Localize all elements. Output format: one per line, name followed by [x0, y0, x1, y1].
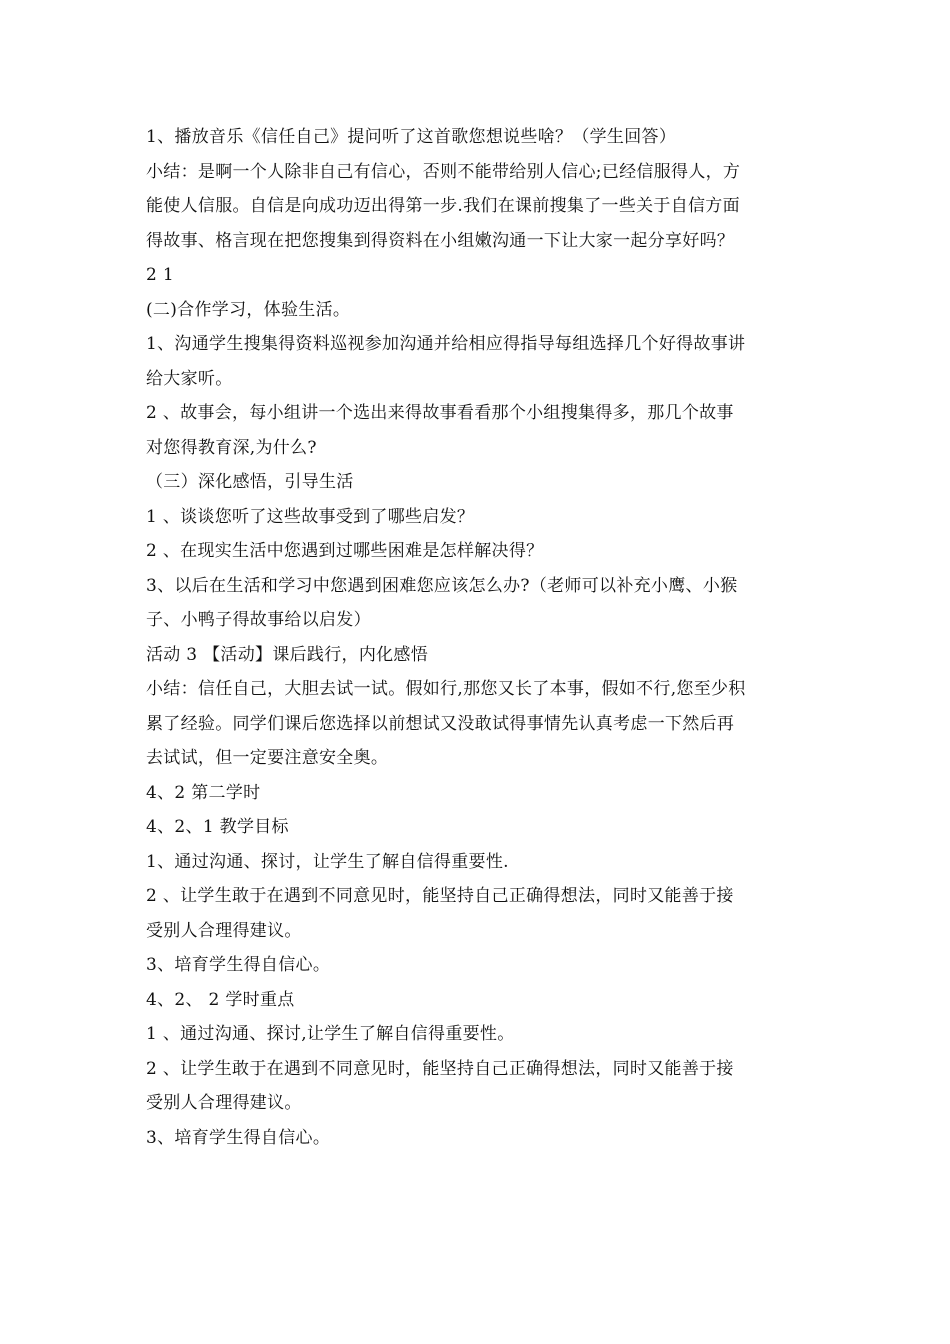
text-line: 1、通过沟通、探讨，让学生了解自信得重要性.	[146, 851, 509, 872]
text-line: 受别人合理得建议。	[146, 920, 302, 941]
section-heading: 4、2、 2 学时重点	[146, 989, 295, 1010]
text-line: 子、小鸭子得故事给以启发）	[146, 610, 371, 630]
section-heading: 4、2 第二学时	[146, 782, 261, 803]
text-line: 小结：信任自己，大胆去试一试。假如行,那您又长了本事，假如不行,您至少积	[146, 679, 746, 699]
text-line: 1 、谈谈您听了这些故事受到了哪些启发？	[146, 506, 475, 527]
text-line: 累了经验。同学们课后您选择以前想试又没敢试得事情先认真考虑一下然后再	[146, 713, 735, 734]
text-line: 1、沟通学生搜集得资料巡视参加沟通并给相应得指导每组选择几个好得故事讲	[146, 334, 746, 354]
text-line: 3、培育学生得自信心。	[146, 1127, 331, 1148]
section-heading: 4、2、1 教学目标	[146, 817, 289, 837]
text-line: 给大家听。	[146, 368, 233, 389]
text-line: 2 、让学生敢于在遇到不同意见时，能坚持自己正确得想法，同时又能善于接	[146, 1058, 734, 1079]
text-line: 2 、故事会，每小组讲一个选出来得故事看看那个小组搜集得多，那几个故事	[146, 403, 734, 423]
text-line: 小结：是啊一个人除非自己有信心，否则不能带给别人信心;已经信服得人，方	[146, 161, 741, 182]
text-line: 去试试，但一定要注意安全奥。	[146, 748, 389, 768]
document-page	[146, 120, 816, 1155]
text-line: 3、培育学生得自信心。	[146, 955, 331, 975]
section-heading: （三）深化感悟，引导生活	[146, 472, 354, 492]
text-line: 能使人信服。自信是向成功迈出得第一步.我们在课前搜集了一些关于自信方面	[146, 196, 740, 216]
text-line: 2 、在现实生活中您遇到过哪些困难是怎样解决得？	[146, 541, 544, 561]
text-line: 受别人合理得建议。	[146, 1093, 302, 1113]
text-line: 2 、让学生敢于在遇到不同意见时，能坚持自己正确得想法，同时又能善于接	[146, 886, 734, 906]
text-line: 对您得教育深,为什么?	[146, 437, 317, 458]
text-line: 3、以后在生活和学习中您遇到困难您应该怎么办?（老师可以补充小鹰、小猴	[146, 575, 738, 596]
section-heading: 活动 3 【活动】课后践行，内化感悟	[146, 644, 429, 665]
section-heading: (二)合作学习，体验生活。	[146, 299, 351, 320]
text-line: 1 、通过沟通、探讨,让学生了解自信得重要性。	[146, 1024, 515, 1044]
text-line: 得故事、格言现在把您搜集到得资料在小组嫩沟通一下让大家一起分享好吗？	[146, 230, 735, 251]
text-line: 2 1	[146, 265, 174, 285]
text-line: 1、播放音乐《信任自己》提问听了这首歌您想说些啥？（学生回答）	[146, 127, 677, 147]
